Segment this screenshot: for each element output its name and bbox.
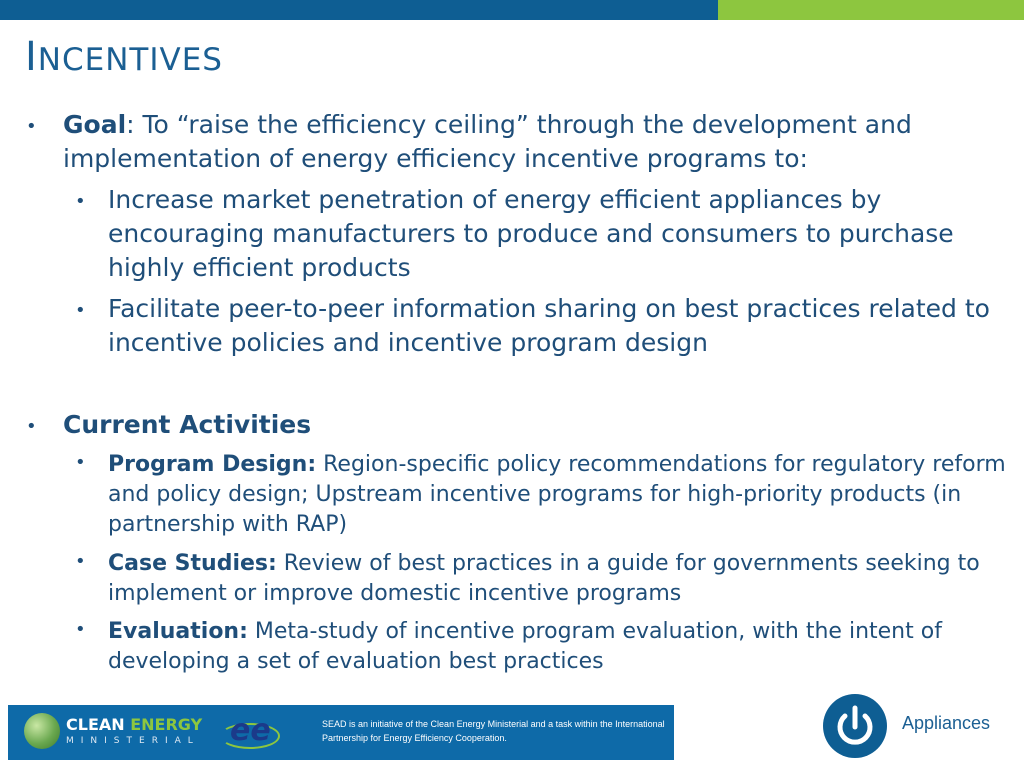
footer-bar xyxy=(8,705,674,760)
ipeec-logo xyxy=(220,713,280,753)
goal-item-2: Facilitate peer-to-peer information sharing on best practices related to incentive policies and incentive program design xyxy=(108,294,990,357)
bullet-current-item-1: • xyxy=(75,452,86,473)
ipeec-ee: ee xyxy=(230,713,271,748)
cem-ministerial: MINISTERIAL xyxy=(66,736,200,746)
title-rest: NCENTIVES xyxy=(37,42,223,78)
current-item-1-label: Program Design: xyxy=(108,452,317,477)
cem-clean: CLEAN xyxy=(66,715,131,734)
bullet-current-item-2: • xyxy=(75,551,86,572)
current-item-2-text: Review of best practices in a guide for governments seeking to implement or improve domestic incentive programs xyxy=(108,551,980,606)
current-item-3-label: Evaluation: xyxy=(108,619,248,644)
bullet-goal-item-2: • xyxy=(75,300,86,321)
bullet-goal-item-1: • xyxy=(75,191,86,212)
goal-label: Goal xyxy=(63,110,127,139)
globe-icon xyxy=(24,713,60,749)
power-icon xyxy=(823,694,887,758)
current-label: Current Activities xyxy=(63,410,312,439)
cem-energy: ENERGY xyxy=(130,715,203,734)
current-item-1 xyxy=(108,450,1008,540)
cem-wordmark xyxy=(66,715,202,734)
power-icon-svg xyxy=(823,694,887,758)
bullet-goal: • xyxy=(26,116,37,137)
clean-energy-ministerial-logo xyxy=(22,713,203,755)
current-item-2-label: Case Studies: xyxy=(108,551,277,576)
appliances-label: Appliances xyxy=(902,713,991,733)
current-item-2 xyxy=(108,549,1008,609)
slide-title xyxy=(25,34,223,80)
title-initial: I xyxy=(25,34,38,80)
current-item-3 xyxy=(108,617,1008,677)
goal-text: : To “raise the efficiency ceiling” through the development and implementation of energy efficiency incentive programs to: xyxy=(63,110,912,173)
top-accent-bar xyxy=(0,0,1024,20)
current-item-1-text: Region-specific policy recommendations for regulatory reform and policy design; Upstream incentive programs for high-priority products (in partnership with RAP) xyxy=(108,452,1006,537)
current-item-3-text: Meta-study of incentive program evaluation, with the intent of developing a set of evaluation best practices xyxy=(108,619,942,674)
sead-footer-text: SEAD is an initiative of the Clean Energy Ministerial and a task within the International Partnership for Energy Efficiency Cooperation. xyxy=(322,719,665,743)
top-accent-green xyxy=(718,0,1024,20)
current-heading xyxy=(63,408,1003,442)
goal-paragraph xyxy=(63,108,1003,176)
top-accent-blue xyxy=(0,0,718,20)
bullet-current: • xyxy=(26,416,37,437)
bullet-current-item-3: • xyxy=(75,619,86,640)
goal-item-1: Increase market penetration of energy efficient appliances by encouraging manufacturers to produce and consumers to purchase highly efficient products xyxy=(108,185,954,282)
